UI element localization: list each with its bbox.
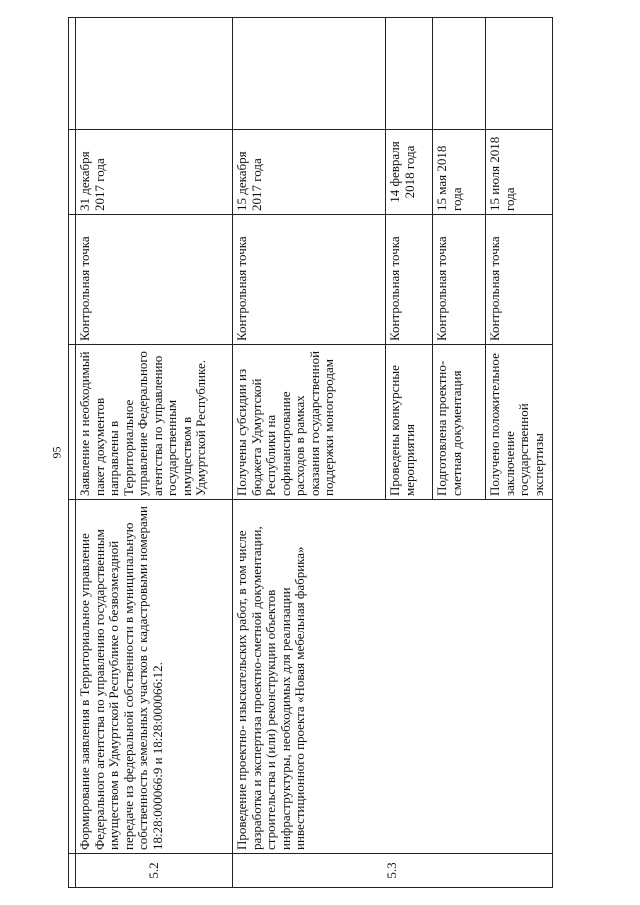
table-cell bbox=[69, 500, 76, 854]
empty-cell bbox=[433, 18, 486, 130]
activity-description: Формирование заявления в Территориальное управление Федерального агентства по управлению государственным имуществом в Удмуртской Республике о безвозмездной передаче из федеральной собственности в муниципальную собственность земельных участков с кадастровыми номерами 18:28:000066:9 и 18:28:000066:12. bbox=[76, 500, 233, 854]
empty-cell bbox=[486, 18, 553, 130]
activity-description: Проведение проектно- изыскательских работ, в том числе разработка и экспертиза проектно-сметной документации, строительства и (или) реконструкции объектов инфраструктуры, необходимых для реализации инвестиционного проекта «Новая мебельная фабрика» bbox=[233, 500, 553, 854]
result-description: Получено положительное заключение государственной экспертизы bbox=[486, 345, 553, 500]
deadline-date: 15 декабря 2017 года bbox=[233, 130, 386, 215]
event-type: Контрольная точка bbox=[386, 215, 433, 345]
deadline-date: 31 декабря 2017 года bbox=[76, 130, 233, 215]
result-description: Проведены конкурсные мероприятия bbox=[386, 345, 433, 500]
row-number: 5.2 bbox=[76, 854, 233, 888]
deadline-date: 15 июля 2018 года bbox=[486, 130, 553, 215]
rotated-table-container bbox=[68, 18, 546, 888]
table-cell bbox=[69, 18, 76, 130]
event-type: Контрольная точка bbox=[433, 215, 486, 345]
result-description: Получены субсидии из бюджета Удмуртской Республики на софинансирование расходов в рамках оказания государственной поддержки моногородам bbox=[233, 345, 386, 500]
table-row bbox=[76, 18, 233, 888]
empty-cell bbox=[233, 18, 386, 130]
table-cell bbox=[69, 854, 76, 888]
deadline-date: 15 мая 2018 года bbox=[433, 130, 486, 215]
event-type: Контрольная точка bbox=[76, 215, 233, 345]
empty-cell bbox=[76, 18, 233, 130]
deadline-date: 14 февраля 2018 года bbox=[386, 130, 433, 215]
event-type: Контрольная точка bbox=[233, 215, 386, 345]
table-cell bbox=[69, 130, 76, 215]
table-row bbox=[233, 18, 386, 888]
page-number: 95 bbox=[49, 446, 64, 459]
result-description: Подготовлена проектно-сметная документация bbox=[433, 345, 486, 500]
event-type: Контрольная точка bbox=[486, 215, 553, 345]
row-number: 5.3 bbox=[233, 854, 553, 888]
control-points-table bbox=[68, 17, 553, 888]
table-cell bbox=[69, 345, 76, 500]
empty-cell bbox=[386, 18, 433, 130]
result-description: Заявление и необходимый пакет документов направлены в Территориальное управление Федерального агентства по управлению государственным имуществом в Удмуртской Республике. bbox=[76, 345, 233, 500]
table-top-strip bbox=[69, 18, 76, 888]
table-cell bbox=[69, 215, 76, 345]
